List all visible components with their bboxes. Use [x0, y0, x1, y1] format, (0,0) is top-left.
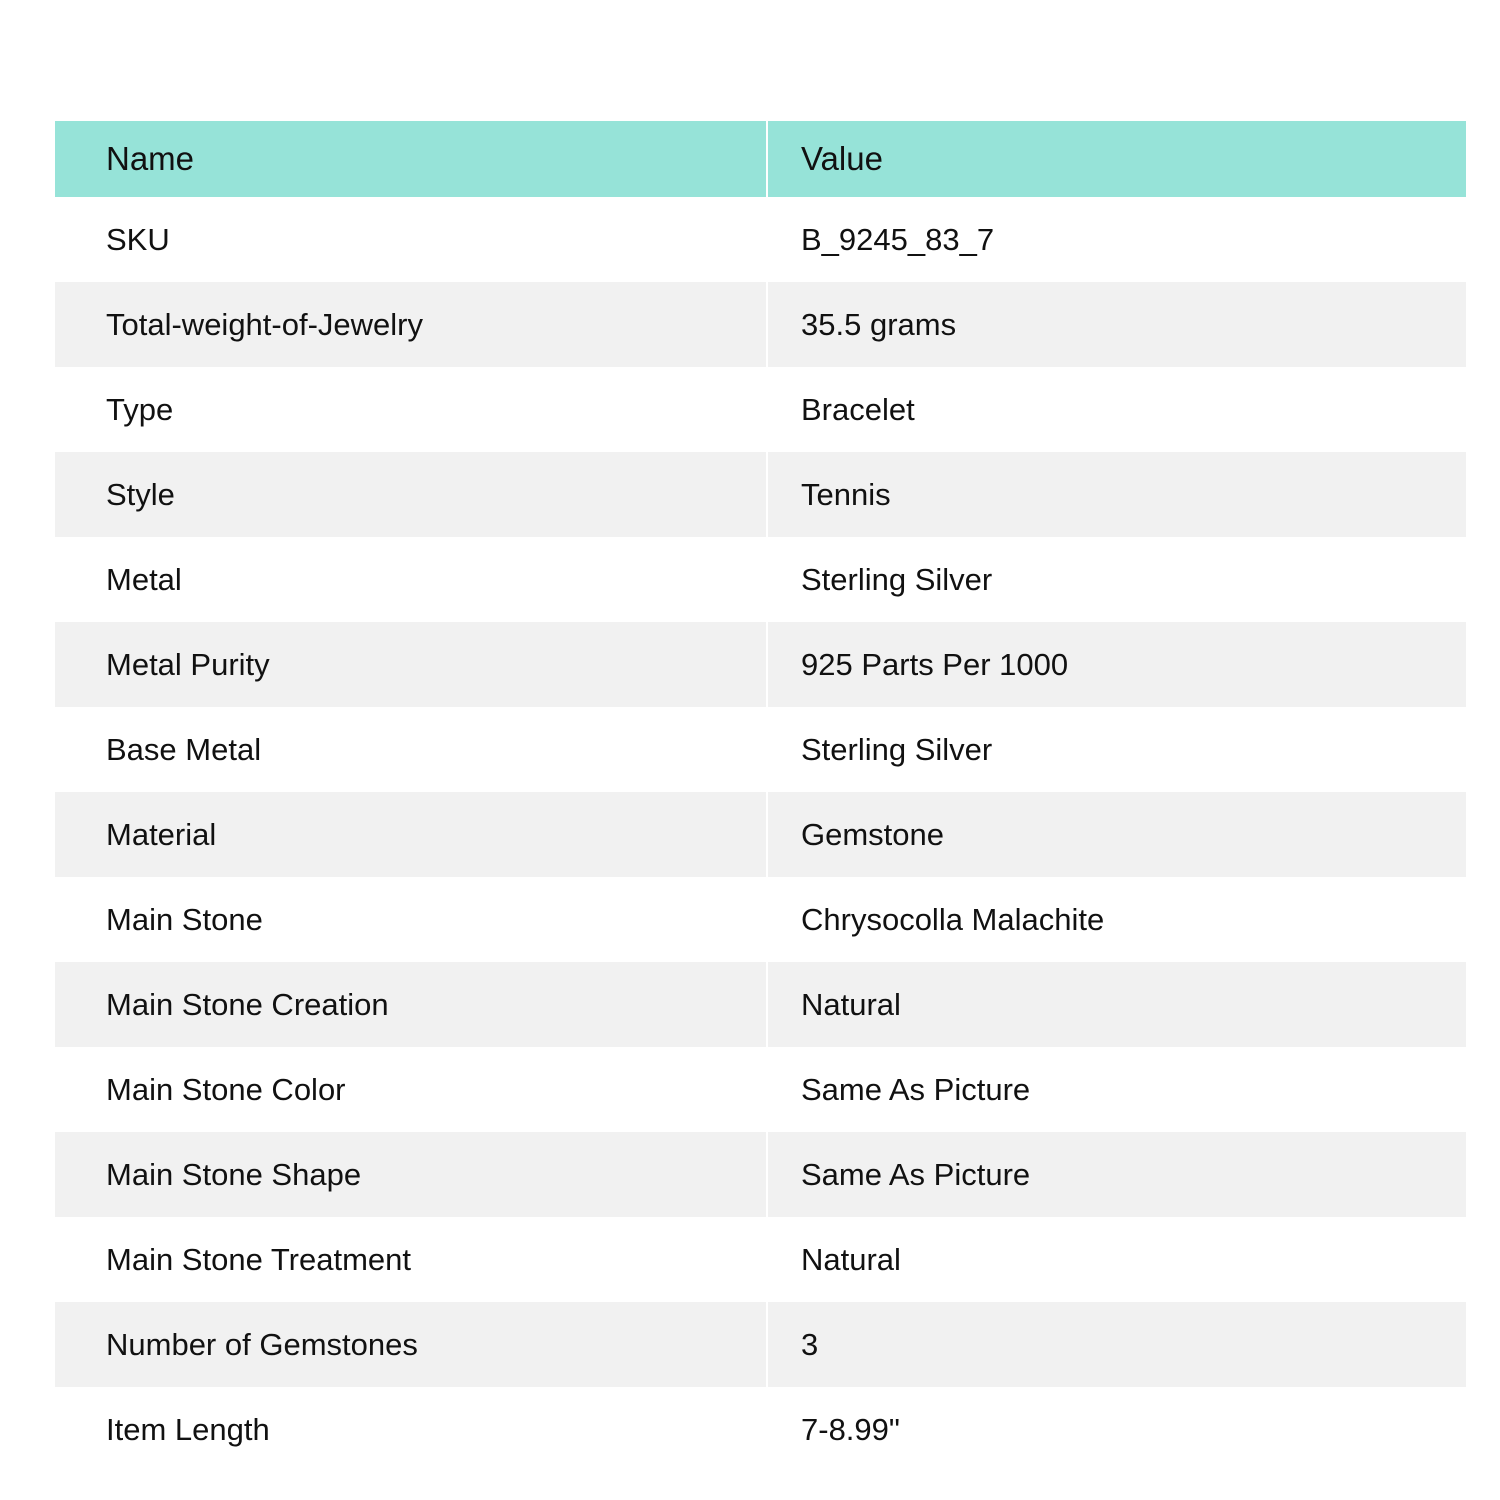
row-value-cell: Chrysocolla Malachite [801, 901, 1105, 937]
table-row [55, 1387, 1466, 1472]
row-value-cell: Same As Picture [768, 1132, 1466, 1217]
row-name-cell: Style [55, 452, 766, 537]
row-value-cell: Sterling Silver [801, 561, 993, 597]
spec-table [55, 121, 1466, 1472]
row-value-cell: B_9245_83_7 [801, 221, 995, 257]
table-row [55, 792, 1466, 877]
row-name-cell: Material [55, 792, 766, 877]
row-name-cell: Metal Purity [55, 622, 766, 707]
row-name-cell: Type [106, 391, 174, 427]
row-name-cell: Metal [106, 561, 182, 597]
row-value-cell: 3 [768, 1302, 1466, 1387]
row-name-cell: Main Stone Treatment [106, 1241, 411, 1277]
table-row [55, 282, 1466, 367]
row-name-cell: Item Length [106, 1411, 270, 1447]
row-value-cell: Bracelet [801, 391, 915, 427]
table-header-row [55, 121, 1466, 197]
table-row [55, 197, 1466, 282]
column-header-name: Name [55, 121, 766, 197]
table-row [55, 1217, 1466, 1302]
row-value-cell: 925 Parts Per 1000 [768, 622, 1466, 707]
row-name-cell: Main Stone Shape [55, 1132, 766, 1217]
table-row [55, 1132, 1466, 1217]
row-value-cell: Sterling Silver [801, 731, 993, 767]
table-row [55, 622, 1466, 707]
row-name-cell: Number of Gemstones [55, 1302, 766, 1387]
table-row [55, 452, 1466, 537]
row-name-cell: Total-weight-of-Jewelry [55, 282, 766, 367]
row-value-cell: Tennis [768, 452, 1466, 537]
row-name-cell: Base Metal [106, 731, 262, 767]
table-row [55, 367, 1466, 452]
row-name-cell: Main Stone [106, 901, 263, 937]
row-value-cell: 7-8.99" [801, 1411, 900, 1447]
table-row [55, 962, 1466, 1047]
table-row [55, 877, 1466, 962]
row-value-cell: Natural [801, 1241, 901, 1277]
row-name-cell: SKU [106, 221, 170, 257]
row-value-cell: 35.5 grams [768, 282, 1466, 367]
row-value-cell: Same As Picture [801, 1071, 1031, 1107]
row-name-cell: Main Stone Creation [55, 962, 766, 1047]
table-row [55, 1302, 1466, 1387]
table-row [55, 707, 1466, 792]
row-value-cell: Natural [768, 962, 1466, 1047]
table-row [55, 537, 1466, 622]
column-header-value: Value [768, 121, 1466, 197]
table-row [55, 1047, 1466, 1132]
row-value-cell: Gemstone [768, 792, 1466, 877]
row-name-cell: Main Stone Color [106, 1071, 346, 1107]
